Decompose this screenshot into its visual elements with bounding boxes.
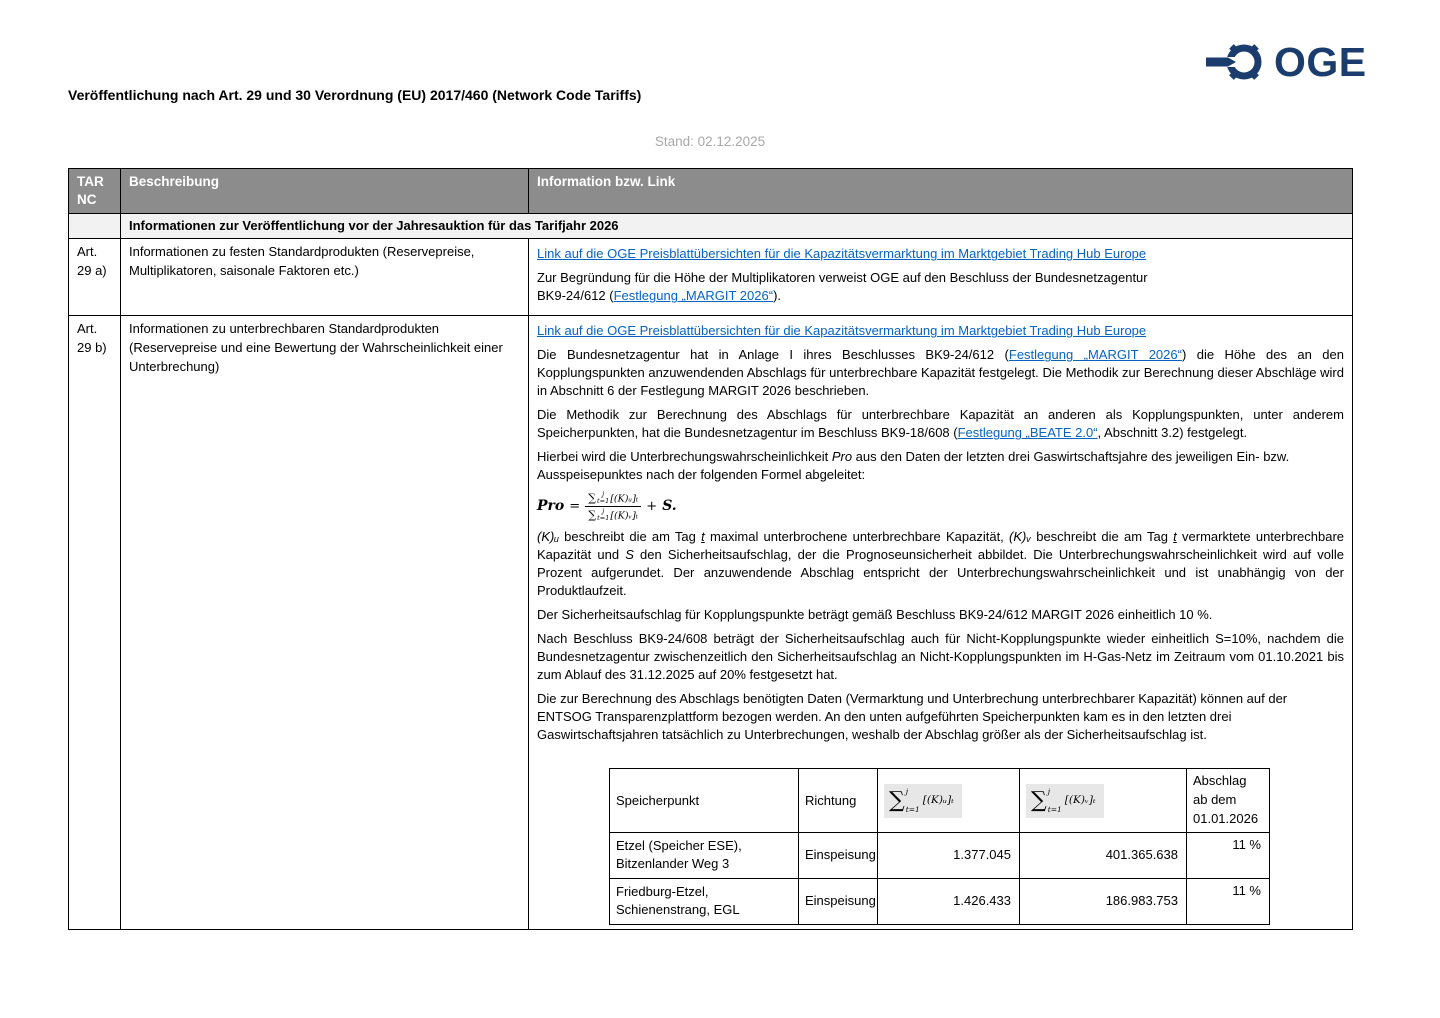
table-header-row (69, 169, 1353, 214)
sum-sup: j (905, 786, 909, 796)
s-symbol: S (625, 547, 634, 563)
sum-sup: j (602, 506, 605, 515)
sigma-symbol: ∑ (889, 787, 905, 813)
art29b-paragraph-5: Der Sicherheitsaufschlag für Kopplungspunkte beträgt gemäß Beschluss BK9-24/612 MARGIT 2026 einheitlich 10 %. (537, 607, 1213, 623)
tag-t-symbol-2: t (1173, 529, 1177, 545)
art29a-p1-post: ). (773, 288, 782, 304)
art29b-paragraph-4 (537, 528, 1344, 600)
sigma-symbol: ∑ (588, 508, 597, 522)
sum-sub: t=1 (597, 514, 610, 523)
sum-v-formula (1026, 784, 1104, 818)
art29a-p1-line2-pre: BK9-24/612 ( (537, 288, 614, 304)
beate-2-0-link[interactable]: Festlegung „BEATE 2.0“ (957, 425, 1098, 441)
inner-col-richtung: Richtung (799, 769, 878, 833)
art29b-description: Informationen zu unterbrechbaren Standardprodukten (Reservepreise und eine Bewertung der Wahrscheinlichkeit einer Unterbrechung) (121, 316, 529, 930)
sum-v-value: 401.365.638 (1020, 832, 1187, 878)
formula-fraction (585, 490, 641, 524)
art29b-pricelist-link[interactable]: Link auf die OGE Preisblattübersichten für die Kapazitätsvermarktung im Marktgebiet Trading Hub Europe (537, 323, 1147, 339)
art29b-info-cell (529, 316, 1353, 930)
bracket-u: [(K)ᵤ]ₜ (610, 493, 639, 505)
abschlag-value: 11 % (1187, 832, 1270, 878)
pro-symbol: Pro (831, 449, 853, 465)
inner-col-abschlag: Abschlag ab dem 01.01.2026 (1187, 769, 1270, 833)
art29a-info-cell (529, 239, 1353, 316)
sum-u-value: 1.426.433 (878, 878, 1020, 924)
col-header-tarnc: TAR NC (69, 169, 121, 214)
art29b-p4-t2: maximal unterbrochene unterbrechbare Kapazität, (704, 529, 1010, 545)
art29b-p4-t5: den Sicherheitsaufschlag, der die Prognoseunsicherheit abbildet. Die Unterbrechungswahrscheinlichkeit wird auf volle Prozent aufgerundet. Der anzuwendende Abschlag entspricht der Unterbrechungswahrscheinlichkeit und ist unabhängig von der Produktlaufzeit. (537, 547, 1344, 599)
margit-2026-link-2[interactable]: Festlegung „MARGIT 2026“ (1008, 347, 1182, 363)
pro-formula (537, 490, 1344, 522)
art29b-p3-pre: Hierbei wird die Unterbrechungswahrscheinlichkeit (537, 449, 832, 465)
speicherpunkt-row-friedburg (610, 878, 1270, 924)
speicherpunkt-row-etzel (610, 832, 1270, 878)
sum-sub: t=1 (905, 805, 920, 815)
art29b-paragraph-3 (537, 448, 1344, 484)
richtung-value: Einspeisung (799, 832, 878, 878)
row-art-29a (69, 239, 1353, 316)
oge-logo-text: OGE (1274, 38, 1367, 85)
sum-sup: j (1047, 786, 1051, 796)
sigma-symbol: ∑ (1031, 787, 1047, 813)
sum-u-value: 1.377.045 (878, 832, 1020, 878)
col-header-info: Information bzw. Link (529, 169, 1353, 214)
formula-s: S. (662, 498, 677, 515)
k-v-symbol: (K)ᵥ (1009, 529, 1031, 545)
speicherpunkt-name: Etzel (Speicher ESE), Bitzenlander Weg 3 (610, 832, 799, 878)
speicherpunkte-header-row (610, 769, 1270, 833)
speicherpunkte-table (609, 768, 1270, 925)
art29a-paragraph-1 (537, 269, 1344, 305)
inner-col-speicherpunkt: Speicherpunkt (610, 769, 799, 833)
stand-date: Stand: 02.12.2025 (654, 134, 766, 149)
art29b-paragraph-1 (537, 346, 1344, 400)
art29a-id: Art. 29 a) (69, 239, 121, 316)
section-header-cell (121, 214, 1353, 239)
section-header-row (69, 214, 1353, 239)
art29a-link-line (537, 245, 1344, 263)
art29b-id: Art. 29 b) (69, 316, 121, 930)
sum-sup: j (602, 489, 605, 498)
abschlag-value: 11 % (1187, 878, 1270, 924)
speicherpunkt-name: Friedburg-Etzel, Schienenstrang, EGL (610, 878, 799, 924)
formula-denominator (585, 507, 641, 523)
main-table (68, 168, 1353, 930)
art29b-p1-pre: Die Bundesnetzagentur hat in Anlage I ihres Beschlusses BK9-24/612 ( (537, 347, 1009, 363)
sum-sub: t=1 (597, 496, 610, 505)
sum-v-value: 186.983.753 (1020, 878, 1187, 924)
art29a-pricelist-link[interactable]: Link auf die OGE Preisblattübersichten für die Kapazitätsvermarktung im Marktgebiet Trading Hub Europe (537, 246, 1147, 262)
art29b-p4-t4: vermarktete unterbrechbare Kapazität und (537, 529, 1345, 563)
sum-sub: t=1 (1047, 805, 1062, 815)
art29b-paragraph-2 (537, 406, 1344, 442)
margit-2026-link[interactable]: Festlegung „MARGIT 2026“ (613, 288, 774, 304)
section-empty-cell (69, 214, 121, 239)
page-title: Veröffentlichung nach Art. 29 und 30 Verordnung (EU) 2017/460 (Network Code Tariffs) (68, 87, 642, 103)
art29b-p1-post: ) die Höhe des an den Kopplungspunkten anzuwendenden Abschlags für unterbrechbare Kapazität festgelegt. Die Methodik zur Berechnung dieser Abschläge wird in Abschnitt 6 der Festlegung MARGIT 2026 beschrieben. (537, 347, 1344, 399)
bracket-v: [(K)ᵥ]ₜ (610, 510, 639, 522)
col-header-beschreibung: Beschreibung (121, 169, 529, 214)
section-header-label: Informationen zur Veröffentlichung vor der Jahresauktion für das Tarifjahr 2026 (129, 218, 619, 234)
art29b-p3-post: aus den Daten der letzten drei Gaswirtschaftsjahre des jeweiligen Ein- bzw. Ausspeisepunktes nach der folgenden Formel abgeleitet: (537, 449, 1290, 483)
art29b-link-line (537, 322, 1344, 340)
oge-logo-icon (1206, 38, 1268, 86)
k-u-symbol: (K)ᵤ (537, 529, 559, 545)
formula-pro: Pro (537, 498, 565, 515)
sum-u-formula (884, 784, 962, 818)
art29b-p4-t1: beschreibt die am Tag (558, 529, 702, 545)
art29a-description: Informationen zu festen Standardprodukten (Reservepreise, Multiplikatoren, saisonale Faktoren etc.) (121, 239, 529, 316)
art29b-paragraph-7: Die zur Berechnung des Abschlags benötigten Daten (Vermarktung und Unterbrechung unterbrechbarer Kapazität) können auf der ENTSOG Transparenzplattform bezogen werden. An den unten aufgeführten Speicherpunkten kam es in den letzten drei Gaswirtschaftsjahren tatsächlich zu Unterbrechungen, weshalb der Abschlag größer als der Sicherheitsaufschlag ist. (537, 691, 1288, 743)
tag-t-symbol: t (701, 529, 705, 545)
sigma-symbol: ∑ (588, 491, 597, 505)
formula-plus: + (646, 498, 658, 514)
bracket-v: [(K)ᵥ]ₜ (1064, 794, 1096, 807)
inner-col-sum-v (1020, 769, 1187, 833)
art29b-p2-pre: Die Methodik zur Berechnung des Abschlags für unterbrechbare Kapazität an anderen als Kopplungspunkten, unter anderem Speicherpunkten, hat die Bundesnetzagentur im Beschluss BK9-18/608 ( (537, 407, 1344, 441)
art29a-p1-line1: Zur Begründung für die Höhe der Multiplikatoren verweist OGE auf den Beschluss der Bundesnetzagentur (537, 270, 1148, 286)
row-art-29b (69, 316, 1353, 930)
formula-numerator (585, 490, 641, 507)
bracket-u: [(K)ᵤ]ₜ (922, 794, 954, 807)
richtung-value: Einspeisung (799, 878, 878, 924)
art29b-p2-post: , Abschnitt 3.2) festgelegt. (1097, 425, 1248, 441)
oge-logo (1206, 38, 1367, 86)
art29b-p4-t3: beschreibt die am Tag (1031, 529, 1174, 545)
formula-equals: = (569, 498, 581, 514)
inner-col-sum-u (878, 769, 1020, 833)
art29b-paragraph-6: Nach Beschluss BK9-24/608 beträgt der Sicherheitsaufschlag auch für Nicht-Kopplungspunkte wieder einheitlich S=10%, nachdem die Bundesnetzagentur zwischenzeitlich den Sicherheitsaufschlag an Nicht-Kopplungspunkten im H-Gas-Netz im Zeitraum vom 01.10.2021 bis zum Ablauf des 31.12.2025 auf 20% festgesetzt hat. (537, 631, 1344, 683)
